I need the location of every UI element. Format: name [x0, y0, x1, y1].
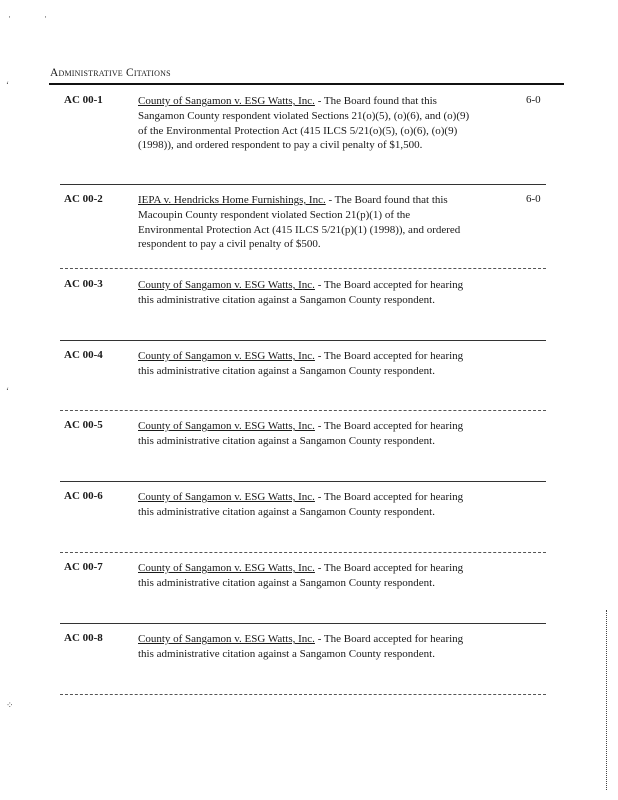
- case-title: County of Sangamon v. ESG Watts, Inc.: [138, 562, 315, 574]
- case-summary: [138, 490, 478, 520]
- vote-count: 6-0: [526, 94, 541, 106]
- scan-margin-mark: [606, 610, 607, 790]
- entry-divider: [60, 184, 546, 185]
- case-title: County of Sangamon v. ESG Watts, Inc.: [138, 420, 315, 432]
- scan-speck: ʻ: [6, 386, 9, 396]
- case-number: AC 00-8: [64, 632, 103, 644]
- case-title: County of Sangamon v. ESG Watts, Inc.: [138, 491, 315, 503]
- case-number: AC 00-2: [64, 193, 103, 205]
- scan-speck: ʻ: [6, 80, 9, 90]
- heading-rule: [49, 83, 564, 85]
- case-number: AC 00-4: [64, 349, 103, 361]
- case-text: - The Board accepted for hearing this administrative citation against a Sangamon County respondent.: [138, 562, 464, 589]
- case-text: - The Board accepted for hearing this administrative citation against a Sangamon County respondent.: [138, 350, 464, 377]
- entry-divider: [60, 340, 546, 341]
- case-text: - The Board accepted for hearing this administrative citation against a Sangamon County respondent.: [138, 491, 464, 518]
- case-title: County of Sangamon v. ESG Watts, Inc.: [138, 633, 315, 645]
- case-summary: [138, 278, 478, 308]
- case-summary: [138, 349, 478, 379]
- case-text: - The Board accepted for hearing this administrative citation against a Sangamon County respondent.: [138, 633, 464, 660]
- case-number: AC 00-1: [64, 94, 103, 106]
- entry-divider: [60, 694, 546, 695]
- case-text: - The Board accepted for hearing this administrative citation against a Sangamon County respondent.: [138, 420, 464, 447]
- case-summary: [138, 94, 478, 153]
- entry-divider: [60, 410, 546, 411]
- case-title: County of Sangamon v. ESG Watts, Inc.: [138, 350, 315, 362]
- case-text: - The Board accepted for hearing this administrative citation against a Sangamon County respondent.: [138, 279, 464, 306]
- case-text: - The Board found that this Sangamon County respondent violated Sections 21(o)(5), (o)(6), and (o)(9) of the Environmental Protection Act (415 ILCS 5/21(o)(5), (o)(6), (o)(9) (1998)), and ordered respondent to pay a civil penalty of $1,500.: [138, 95, 470, 152]
- case-summary: [138, 561, 478, 591]
- entry-divider: [60, 552, 546, 553]
- entry-divider: [60, 481, 546, 482]
- entry-divider: [60, 623, 546, 624]
- case-summary: [138, 193, 478, 252]
- case-summary: [138, 632, 478, 662]
- case-title: County of Sangamon v. ESG Watts, Inc.: [138, 279, 315, 291]
- section-heading: Administrative Citations: [50, 67, 171, 79]
- case-title: IEPA v. Hendricks Home Furnishings, Inc.: [138, 194, 326, 206]
- case-number: AC 00-7: [64, 561, 103, 573]
- case-number: AC 00-6: [64, 490, 103, 502]
- case-text: - The Board found that this Macoupin County respondent violated Section 21(p)(1) of the Environmental Protection Act (415 ILCS 5/21(p)(1) (1998)), and ordered respondent to pay a civil penalty of $500.: [138, 194, 461, 251]
- case-summary: [138, 419, 478, 449]
- entry-divider: [60, 268, 546, 269]
- case-title: County of Sangamon v. ESG Watts, Inc.: [138, 95, 315, 107]
- scan-speck: ⁘: [6, 700, 14, 710]
- case-number: AC 00-5: [64, 419, 103, 431]
- vote-count: 6-0: [526, 193, 541, 205]
- scan-speck: ·: [44, 12, 47, 22]
- scan-speck: ·: [8, 12, 11, 22]
- case-number: AC 00-3: [64, 278, 103, 290]
